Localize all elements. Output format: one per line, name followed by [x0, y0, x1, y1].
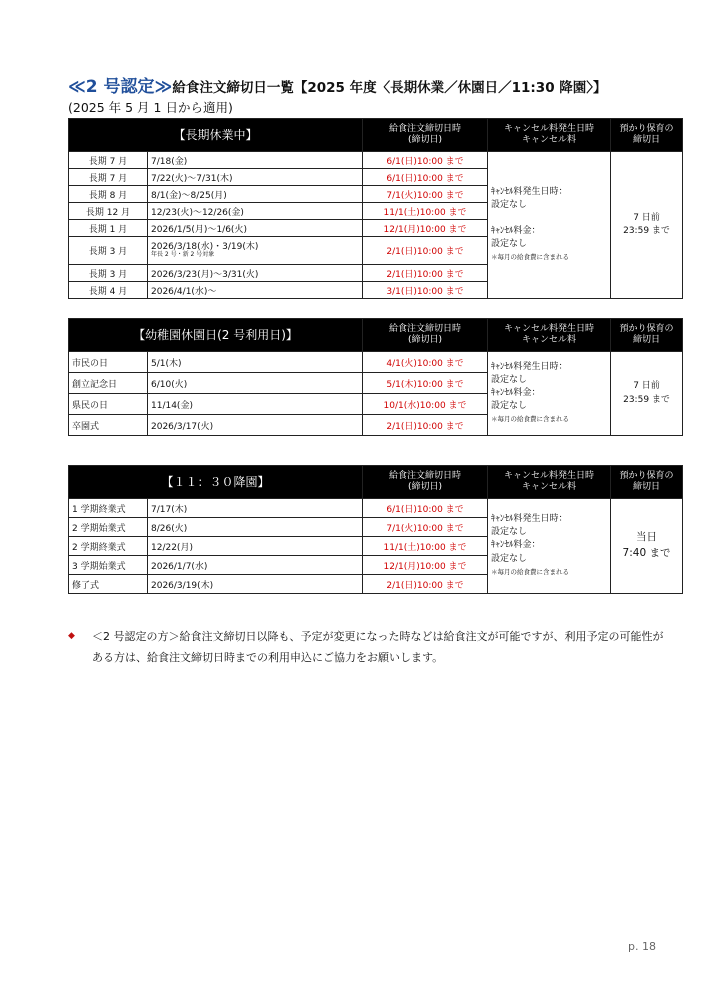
row-deadline: 12/1(月)10:00 まで — [363, 220, 488, 237]
row-date: 7/18(金) — [148, 152, 363, 169]
row-name: 2 学期始業式 — [69, 518, 148, 537]
row-name: 長期 7 月 — [69, 152, 148, 169]
keep-header: 預かり保育の 締切日 — [611, 319, 683, 352]
row-name: 長期 3 月 — [69, 237, 148, 265]
row-name: 修了式 — [69, 575, 148, 594]
table-title: 【１１：３０降園】 — [69, 466, 363, 499]
row-deadline: 6/1(日)10:00 まで — [363, 152, 488, 169]
row-deadline: 2/1(日)10:00 まで — [363, 265, 488, 282]
row-date: 2026/3/18(水)・3/19(木) 年長 2 号・新 2 号対象 — [148, 237, 363, 265]
row-date: 5/1(木) — [148, 352, 363, 373]
cancel-header: キャンセル料発生日時 キャンセル料 — [488, 466, 611, 499]
row-deadline: 3/1(日)10:00 まで — [363, 282, 488, 299]
document-title — [68, 72, 607, 97]
row-deadline: 2/1(日)10:00 まで — [363, 415, 488, 436]
footnote — [68, 626, 668, 668]
row-name: 長期 3 月 — [69, 265, 148, 282]
row-deadline: 6/1(日)10:00 まで — [363, 499, 488, 518]
row-date: 8/1(金)～8/25(月) — [148, 186, 363, 203]
deadline-header: 給食注文締切日時 (締切日) — [363, 319, 488, 352]
row-deadline: 10/1(水)10:00 まで — [363, 394, 488, 415]
keep-deadline: 7 日前 23:59 まで — [611, 152, 683, 299]
cancel-info: ｷｬﾝｾﾙ料発生日時： 設定なし ｷｬﾝｾﾙ料金： 設定なし ＊毎月の給食費に含まれる — [488, 152, 611, 299]
row-date: 2026/3/23(月)～3/31(火) — [148, 265, 363, 282]
row-name: 市民の日 — [69, 352, 148, 373]
row-date: 6/10(火) — [148, 373, 363, 394]
deadline-header: 給食注文締切日時 (締切日) — [363, 466, 488, 499]
row-date: 8/26(火) — [148, 518, 363, 537]
document-subtitle: (2025 年 5 月 1 日から適用) — [68, 100, 233, 115]
row-date: 2026/3/17(火) — [148, 415, 363, 436]
table-title: 【幼稚園休園日(2 号利用日)】 — [69, 319, 363, 352]
row-date: 2026/1/5(月)～1/6(火) — [148, 220, 363, 237]
row-deadline: 7/1(火)10:00 まで — [363, 186, 488, 203]
row-deadline: 5/1(木)10:00 まで — [363, 373, 488, 394]
row-name: 長期 12 月 — [69, 203, 148, 220]
cancel-info: ｷｬﾝｾﾙ料発生日時： 設定なし ｷｬﾝｾﾙ料金： 設定なし ＊毎月の給食費に含まれる — [488, 499, 611, 594]
row-deadline: 2/1(日)10:00 まで — [363, 575, 488, 594]
row-name: 3 学期始業式 — [69, 556, 148, 575]
cancel-header: キャンセル料発生日時 キャンセル料 — [488, 319, 611, 352]
footnote-line-2: ある方は、給食注文締切日時までの利用申込にご協力をお願いします。 — [92, 651, 444, 664]
table-kindergarten-holiday — [68, 318, 683, 436]
page-number: p. 18 — [628, 940, 656, 953]
row-name: 2 学期終業式 — [69, 537, 148, 556]
row-date: 7/17(木) — [148, 499, 363, 518]
keep-header: 預かり保育の 締切日 — [611, 466, 683, 499]
row-name: 県民の日 — [69, 394, 148, 415]
row-deadline: 6/1(日)10:00 まで — [363, 169, 488, 186]
row-date: 12/23(火)～12/26(金) — [148, 203, 363, 220]
row-name: 創立記念日 — [69, 373, 148, 394]
cancel-header: キャンセル料発生日時 キャンセル料 — [488, 119, 611, 152]
row-date: 12/22(月) — [148, 537, 363, 556]
row-deadline: 2/1(日)10:00 まで — [363, 237, 488, 265]
row-name: 長期 1 月 — [69, 220, 148, 237]
bullet-icon: ◆ — [68, 631, 75, 641]
row-deadline: 4/1(火)10:00 まで — [363, 352, 488, 373]
title-text: 給食注文締切日一覧【2025 年度〈長期休業／休園日／11:30 降園〉】 — [172, 80, 607, 96]
row-deadline: 11/1(土)10:00 まで — [363, 203, 488, 220]
keep-deadline: 7 日前 23:59 まで — [611, 352, 683, 436]
row-deadline: 12/1(月)10:00 まで — [363, 556, 488, 575]
row-deadline: 11/1(土)10:00 まで — [363, 537, 488, 556]
table-long-vacation — [68, 118, 683, 299]
row-name: 長期 7 月 — [69, 169, 148, 186]
keep-deadline: 当日 7:40 まで — [611, 499, 683, 594]
row-name: 卒園式 — [69, 415, 148, 436]
row-name: 1 学期終業式 — [69, 499, 148, 518]
footnote-line-1: ＜2 号認定の方＞給食注文締切日以降も、予定が変更になった時などは給食注文が可能ですが、利用予定の可能性が — [92, 630, 664, 643]
row-name: 長期 8 月 — [69, 186, 148, 203]
row-deadline: 7/1(火)10:00 まで — [363, 518, 488, 537]
row-date: 2026/4/1(水)～ — [148, 282, 363, 299]
row-date: 11/14(金) — [148, 394, 363, 415]
table-1130-dismissal — [68, 465, 683, 594]
title-prefix: ≪2 号認定≫ — [68, 77, 173, 97]
cancel-info: ｷｬﾝｾﾙ料発生日時： 設定なし ｷｬﾝｾﾙ料金： 設定なし ＊毎月の給食費に含まれる — [488, 352, 611, 436]
keep-header: 預かり保育の 締切日 — [611, 119, 683, 152]
row-name: 長期 4 月 — [69, 282, 148, 299]
row-date-note: 年長 2 号・新 2 号対象 — [151, 251, 215, 259]
row-date: 2026/1/7(水) — [148, 556, 363, 575]
table-title: 【長期休業中】 — [69, 119, 363, 152]
row-date: 7/22(火)～7/31(木) — [148, 169, 363, 186]
deadline-header: 給食注文締切日時 (締切日) — [363, 119, 488, 152]
row-date: 2026/3/19(木) — [148, 575, 363, 594]
